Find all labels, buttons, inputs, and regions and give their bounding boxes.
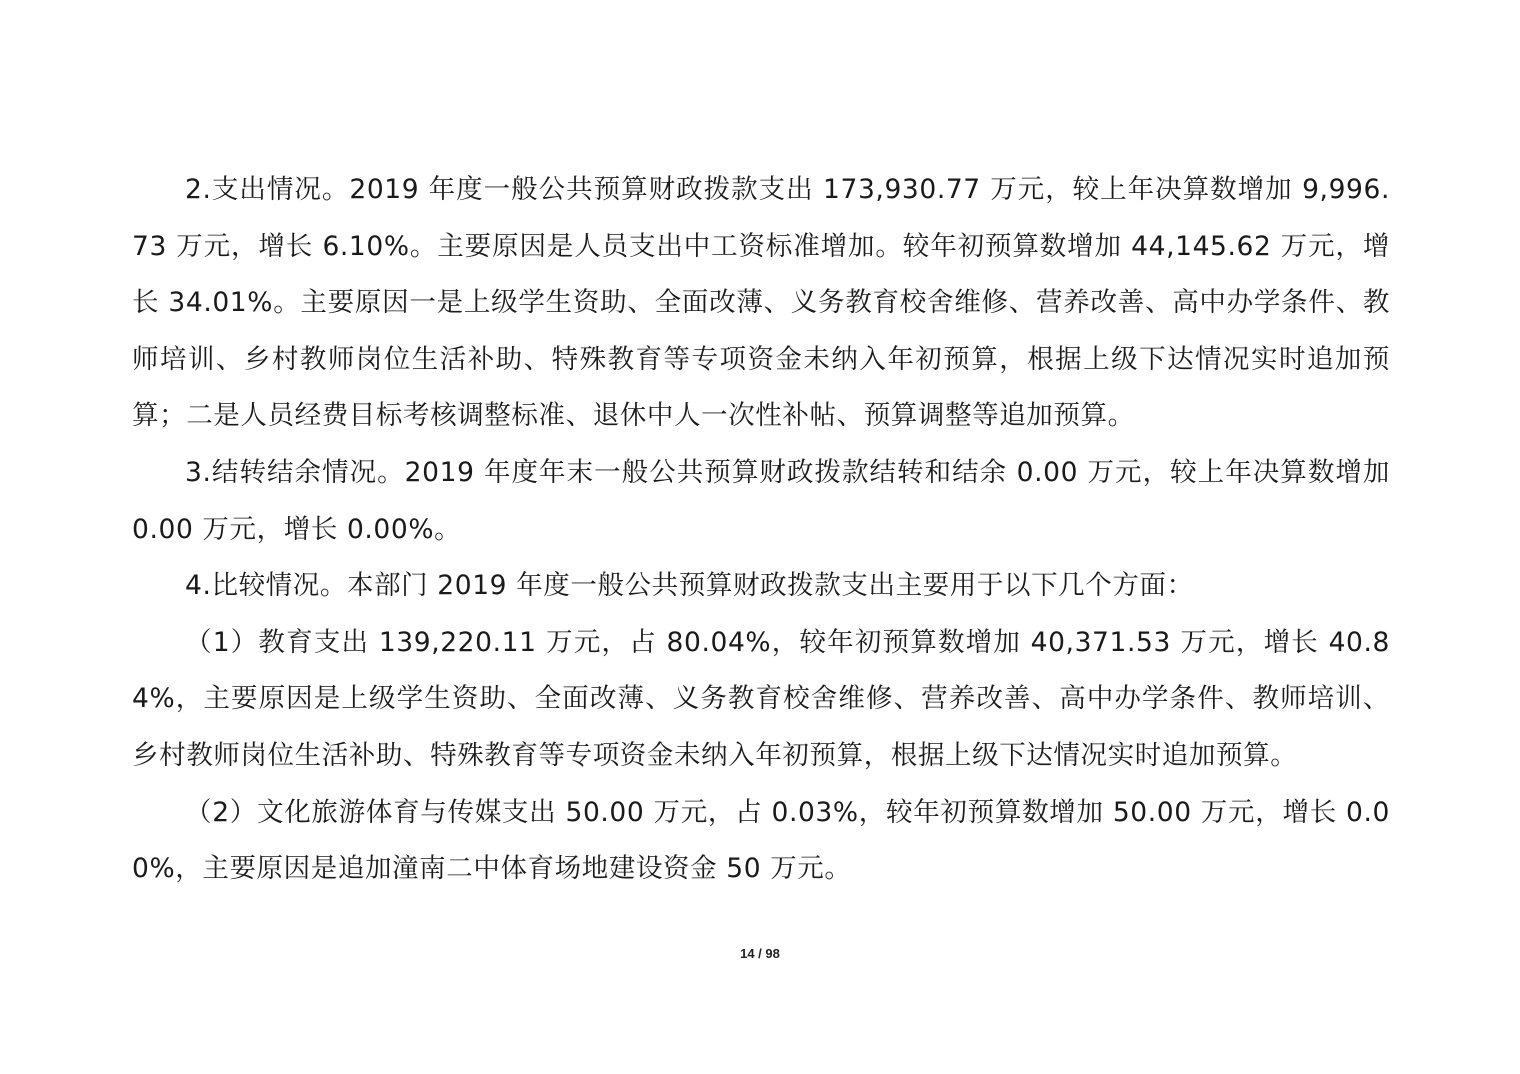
page-number: 14 / 98 (740, 946, 780, 961)
document-body (132, 162, 1390, 898)
paragraph-comparison: 4.比较情况。本部门 2019 年度一般公共预算财政拨款支出主要用于以下几个方面： (185, 570, 1194, 602)
paragraph-expenditure: 2.支出情况。2019 年度一般公共预算财政拨款支出 173,930.77 万元，较上年决算数增加 9,996.73 万元，增长 6.10%。主要原因是人员支出中工资标准增加。较年初预算数增加 44,145.62 万元，增长 34.01%。主要原因一是上级学生资助、全面改薄、义务教育校舍维修、营养改善、高中办学条件、教师培训、乡村教师岗位生活补助、特殊教育等专项资金未纳入年初预算，根据上级下达情况实时追加预算；二是人员经费目标考核调整标准、退休中人一次性补帖、预算调整等追加预算。 (132, 174, 1390, 432)
paragraph-carryover: 3.结转结余情况。2019 年度年末一般公共预算财政拨款结转和结余 0.00 万元，较上年决算数增加 0.00 万元，增长 0.00%。 (132, 456, 1390, 545)
paragraph-education: （1）教育支出 139,220.11 万元，占 80.04%，较年初预算数增加 40,371.53 万元，增长 40.84%，主要原因是上级学生资助、全面改薄、义务教育校舍维修、营养改善、高中办学条件、教师培训、乡村教师岗位生活补助、特殊教育等专项资金未纳入年初预算，根据上级下达情况实时追加预算。 (132, 626, 1390, 771)
paragraph-culture: （2）文化旅游体育与传媒支出 50.00 万元，占 0.03%，较年初预算数增加 50.00 万元，增长 0.00%，主要原因是追加潼南二中体育场地建设资金 50 万元。 (132, 796, 1390, 885)
